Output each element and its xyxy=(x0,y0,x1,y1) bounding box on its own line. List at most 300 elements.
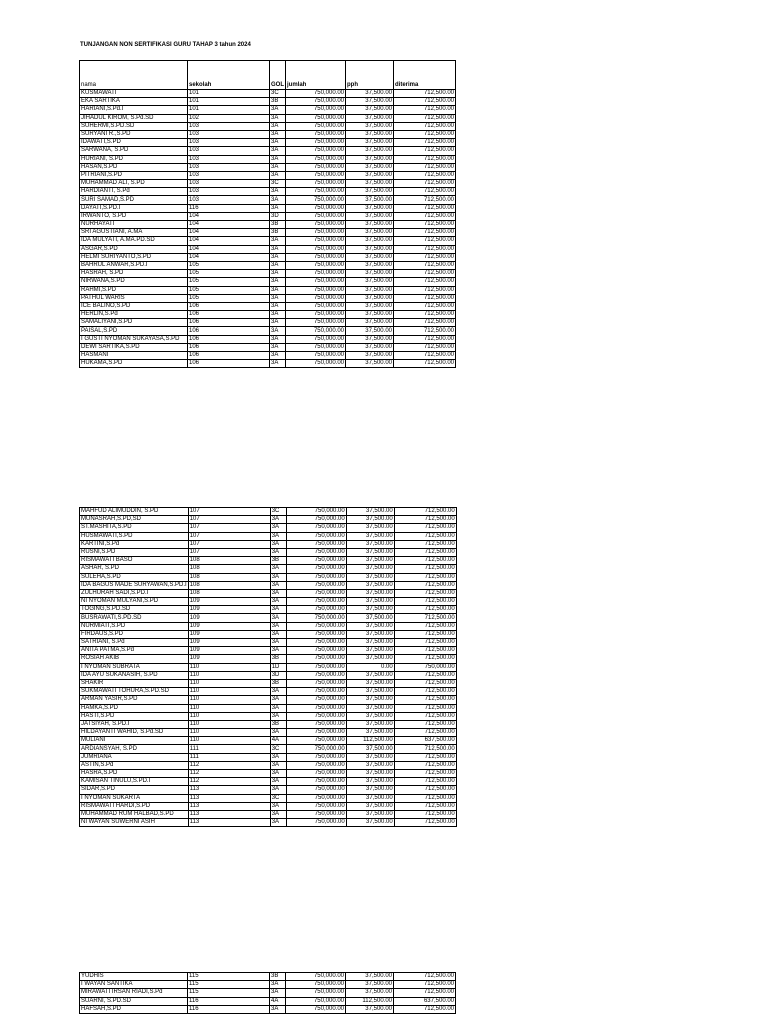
cell-nama: HUSMAWATI,S.PD xyxy=(80,532,189,540)
cell-gol: 3A xyxy=(270,286,286,294)
table-row xyxy=(80,253,456,261)
cell-jumlah: 750,000.00 xyxy=(286,532,346,540)
table-row xyxy=(80,802,457,810)
cell-diterima: 712,500.00 xyxy=(394,286,456,294)
cell-nama: ZULHURAH SADI,S.PD.I xyxy=(80,589,189,597)
cell-gol: 3A xyxy=(270,516,286,524)
cell-pph: 37,500.00 xyxy=(346,196,394,204)
cell-gol: 3A xyxy=(270,639,286,647)
cell-gol: 3B xyxy=(270,221,286,229)
cell-nama: BUSRAWATI,S.PD.SD xyxy=(80,614,189,622)
cell-sekolah: 106 xyxy=(188,352,270,360)
cell-diterima: 712,500.00 xyxy=(394,147,456,155)
cell-pph: 37,500.00 xyxy=(346,163,394,171)
cell-sekolah: 103 xyxy=(188,163,270,171)
table-row xyxy=(80,319,456,327)
table-row xyxy=(80,614,457,622)
header-gol: GOL xyxy=(270,61,286,90)
cell-pph: 37,500.00 xyxy=(346,810,394,818)
allowance-table-section-3 xyxy=(79,972,456,1014)
cell-nama: ROSIAH AKIB xyxy=(80,655,189,663)
cell-nama: KUSMAWATI xyxy=(80,90,188,98)
cell-sekolah: 104 xyxy=(188,212,270,220)
cell-gol: 3A xyxy=(270,540,286,548)
cell-nama: IDA BAGUS MADE SURYAWAN,S.PD.I xyxy=(81,581,187,588)
cell-sekolah: 115 xyxy=(188,981,270,989)
cell-nama: EKA SARTIKA xyxy=(80,98,188,106)
cell-gol: 3A xyxy=(270,245,286,253)
cell-sekolah: 111 xyxy=(188,753,270,761)
cell-jumlah: 750,000.00 xyxy=(286,171,346,179)
cell-pph: 37,500.00 xyxy=(346,989,394,997)
cell-gol: 3B xyxy=(270,229,286,237)
cell-nama: HELMI SURIYANTO,S.PD xyxy=(80,253,188,261)
cell-diterima: 712,500.00 xyxy=(394,221,456,229)
table-row xyxy=(80,810,457,818)
cell-jumlah: 750,000.00 xyxy=(286,647,346,655)
cell-diterima: 712,500.00 xyxy=(394,712,456,720)
cell-gol: 3A xyxy=(270,565,286,573)
cell-pph: 37,500.00 xyxy=(346,786,394,794)
cell-gol: 3A xyxy=(270,647,286,655)
table-row xyxy=(80,737,457,745)
cell-gol: 3A xyxy=(270,770,286,778)
cell-pph: 37,500.00 xyxy=(346,122,394,130)
cell-nama: RISMAWATI HARDI,S.PD xyxy=(80,802,189,810)
header-jumlah: jumlah xyxy=(286,61,346,90)
table-row xyxy=(80,1005,456,1013)
cell-diterima: 712,500.00 xyxy=(394,196,456,204)
cell-jumlah: 750,000.00 xyxy=(286,294,346,302)
cell-pph: 37,500.00 xyxy=(346,639,394,647)
cell-sekolah: 106 xyxy=(188,360,270,368)
cell-gol: 3A xyxy=(270,696,286,704)
cell-pph: 37,500.00 xyxy=(346,155,394,163)
cell-pph: 37,500.00 xyxy=(346,327,394,335)
table-row xyxy=(80,639,457,647)
cell-jumlah: 750,000.00 xyxy=(286,221,346,229)
cell-jumlah: 750,000.00 xyxy=(286,122,346,130)
cell-diterima: 712,500.00 xyxy=(394,163,456,171)
cell-nama: ASTIN,S.Pd xyxy=(80,761,189,769)
cell-diterima: 712,500.00 xyxy=(394,688,456,696)
cell-sekolah: 109 xyxy=(188,614,270,622)
table-row xyxy=(80,778,457,786)
cell-jumlah: 750,000.00 xyxy=(286,688,346,696)
cell-sekolah: 103 xyxy=(188,171,270,179)
cell-gol: 3A xyxy=(270,343,286,351)
cell-jumlah: 750,000.00 xyxy=(286,696,346,704)
cell-sekolah: 110 xyxy=(188,679,270,687)
cell-gol: 3A xyxy=(270,122,286,130)
cell-nama: SUARNI, S.PD.SD xyxy=(80,997,188,1005)
cell-diterima: 712,500.00 xyxy=(394,589,456,597)
cell-pph: 37,500.00 xyxy=(346,204,394,212)
cell-pph: 37,500.00 xyxy=(346,221,394,229)
cell-sekolah: 101 xyxy=(188,106,270,114)
cell-gol: 3A xyxy=(270,630,286,638)
cell-jumlah: 750,000.00 xyxy=(286,794,346,802)
cell-gol: 3C xyxy=(270,794,286,802)
cell-nama: IDA AYU SUKANASIH, S.PD xyxy=(80,671,189,679)
cell-nama: RISMAWATI BASO xyxy=(80,557,189,565)
header-nama: nama xyxy=(80,61,188,90)
cell-nama: SURI SAMAD,S.PD xyxy=(80,196,188,204)
cell-diterima: 712,500.00 xyxy=(394,245,456,253)
cell-nama: HASMANI xyxy=(80,352,188,360)
cell-gol: 3A xyxy=(270,319,286,327)
cell-nama: ICE BALINO,S.PD xyxy=(80,302,188,310)
cell-gol: 3A xyxy=(270,729,286,737)
cell-gol: 3A xyxy=(270,130,286,138)
cell-sekolah: 108 xyxy=(188,589,270,597)
cell-jumlah: 750,000.00 xyxy=(286,237,346,245)
cell-nama: I WAYAN SANTIKA xyxy=(80,981,188,989)
cell-gol: 3A xyxy=(270,311,286,319)
cell-pph: 37,500.00 xyxy=(346,606,394,614)
cell-gol: 3A xyxy=(270,802,286,810)
cell-pph: 37,500.00 xyxy=(346,581,394,589)
cell-sekolah: 105 xyxy=(188,278,270,286)
table-row xyxy=(80,581,457,589)
cell-sekolah: 106 xyxy=(188,311,270,319)
cell-pph: 37,500.00 xyxy=(346,655,394,663)
cell-jumlah: 750,000.00 xyxy=(286,778,346,786)
cell-gol: 3A xyxy=(270,819,286,827)
table-row xyxy=(80,106,456,114)
cell-sekolah: 110 xyxy=(188,737,270,745)
cell-diterima: 712,500.00 xyxy=(394,557,456,565)
cell-nama: SIDAR,S.PD xyxy=(80,786,189,794)
cell-diterima: 712,500.00 xyxy=(394,704,456,712)
cell-gol: 3A xyxy=(270,1005,286,1013)
cell-nama: ASHAR, S.PD xyxy=(80,565,189,573)
table-row xyxy=(80,508,457,516)
cell-pph: 37,500.00 xyxy=(346,335,394,343)
cell-sekolah: 110 xyxy=(188,729,270,737)
cell-pph: 37,500.00 xyxy=(346,171,394,179)
cell-jumlah: 750,000.00 xyxy=(286,973,346,981)
cell-pph: 37,500.00 xyxy=(346,188,394,196)
cell-gol: 3C xyxy=(270,745,286,753)
cell-sekolah: 106 xyxy=(188,343,270,351)
table-row xyxy=(80,729,457,737)
cell-jumlah: 750,000.00 xyxy=(286,278,346,286)
cell-diterima: 712,500.00 xyxy=(394,270,456,278)
table-row xyxy=(80,221,456,229)
table-row xyxy=(80,294,456,302)
cell-nama: PITRIANI,S.PD xyxy=(80,171,188,179)
cell-sekolah: 109 xyxy=(188,622,270,630)
cell-gol: 3A xyxy=(270,688,286,696)
cell-sekolah: 107 xyxy=(188,508,270,516)
cell-diterima: 712,500.00 xyxy=(394,294,456,302)
cell-sekolah: 110 xyxy=(188,663,270,671)
cell-diterima: 712,500.00 xyxy=(394,212,456,220)
cell-pph: 37,500.00 xyxy=(346,679,394,687)
cell-diterima: 712,500.00 xyxy=(394,770,456,778)
cell-pph: 37,500.00 xyxy=(346,573,394,581)
cell-nama: ST.MASHITA,S.PD xyxy=(80,524,189,532)
cell-diterima: 712,500.00 xyxy=(394,130,456,138)
cell-sekolah: 107 xyxy=(188,548,270,556)
cell-gol: 3A xyxy=(270,360,286,368)
cell-diterima: 712,500.00 xyxy=(394,343,456,351)
cell-jumlah: 750,000.00 xyxy=(286,229,346,237)
table-row xyxy=(80,671,457,679)
table-row xyxy=(80,286,456,294)
cell-pph: 37,500.00 xyxy=(346,360,394,368)
cell-jumlah: 750,000.00 xyxy=(286,139,346,147)
table-row xyxy=(80,819,457,827)
cell-sekolah: 108 xyxy=(188,557,270,565)
cell-gol: 3B xyxy=(270,679,286,687)
cell-diterima: 750,000.00 xyxy=(394,663,456,671)
cell-sekolah: 103 xyxy=(188,188,270,196)
cell-diterima: 712,500.00 xyxy=(394,180,456,188)
cell-gol: 3A xyxy=(270,352,286,360)
cell-pph: 37,500.00 xyxy=(346,729,394,737)
cell-jumlah: 750,000.00 xyxy=(286,508,346,516)
cell-nama: HILDAYANTI WAHID, S.Pd.SD xyxy=(80,729,189,737)
cell-diterima: 712,500.00 xyxy=(394,565,456,573)
table-row xyxy=(80,171,456,179)
cell-nama: MUHAMMAD RUM HALBAD,S.PD xyxy=(80,810,189,818)
cell-nama: MUNASRAH,S.PD,SD xyxy=(80,516,189,524)
cell-diterima: 712,500.00 xyxy=(394,122,456,130)
cell-diterima: 712,500.00 xyxy=(394,114,456,122)
cell-nama: PAISAL,S.PD xyxy=(80,327,188,335)
cell-jumlah: 750,000.00 xyxy=(286,802,346,810)
table-row xyxy=(80,598,457,606)
cell-jumlah: 750,000.00 xyxy=(286,598,346,606)
cell-sekolah: 112 xyxy=(188,778,270,786)
cell-nama: PATHUL WARIS xyxy=(80,294,188,302)
cell-sekolah: 104 xyxy=(188,245,270,253)
cell-sekolah: 105 xyxy=(188,261,270,269)
cell-nama: KARTINI,S.Pd xyxy=(80,540,189,548)
table-row xyxy=(80,278,456,286)
cell-jumlah: 750,000.00 xyxy=(286,573,346,581)
cell-diterima: 712,500.00 xyxy=(394,548,456,556)
cell-pph: 37,500.00 xyxy=(346,302,394,310)
cell-nama: IDA MULYATI, A.MA.PD.SD xyxy=(80,237,188,245)
table-row xyxy=(80,237,456,245)
table-row xyxy=(80,196,456,204)
cell-sekolah: 104 xyxy=(188,221,270,229)
table-row xyxy=(80,98,456,106)
cell-nama: SUHERMI,S.PD.SD xyxy=(80,122,188,130)
cell-sekolah: 110 xyxy=(188,712,270,720)
cell-diterima: 712,500.00 xyxy=(394,98,456,106)
cell-sekolah: 109 xyxy=(188,655,270,663)
cell-jumlah: 750,000.00 xyxy=(286,516,346,524)
cell-diterima: 712,500.00 xyxy=(394,598,456,606)
cell-jumlah: 750,000.00 xyxy=(286,989,346,997)
cell-nama: HASAN,S.PD xyxy=(80,163,188,171)
table-row xyxy=(80,524,457,532)
cell-nama: SARWANA, S.PD xyxy=(80,147,188,155)
cell-pph: 37,500.00 xyxy=(346,253,394,261)
cell-pph: 37,500.00 xyxy=(346,622,394,630)
cell-pph: 37,500.00 xyxy=(346,794,394,802)
table-row xyxy=(80,90,456,98)
cell-diterima: 712,500.00 xyxy=(394,302,456,310)
cell-nama: JUMRIANA xyxy=(80,753,189,761)
cell-gol: 3C xyxy=(270,90,286,98)
cell-nama: HURIANI, S.PD xyxy=(80,155,188,163)
cell-gol: 3A xyxy=(270,981,286,989)
cell-diterima: 712,500.00 xyxy=(394,540,456,548)
cell-pph: 37,500.00 xyxy=(346,598,394,606)
cell-diterima: 712,500.00 xyxy=(394,253,456,261)
table-row xyxy=(80,122,456,130)
cell-nama: DAYATI,S.PD.I xyxy=(80,204,188,212)
table-row xyxy=(80,712,457,720)
cell-sekolah: 103 xyxy=(188,147,270,155)
cell-pph: 37,500.00 xyxy=(346,671,394,679)
cell-jumlah: 750,000.00 xyxy=(286,360,346,368)
table-row xyxy=(80,540,457,548)
cell-gol: 3A xyxy=(270,606,286,614)
cell-pph: 37,500.00 xyxy=(346,630,394,638)
table-row xyxy=(80,565,457,573)
cell-pph: 37,500.00 xyxy=(346,819,394,827)
cell-sekolah: 103 xyxy=(188,130,270,138)
cell-gol: 3A xyxy=(270,139,286,147)
cell-diterima: 712,500.00 xyxy=(394,204,456,212)
cell-pph: 37,500.00 xyxy=(346,147,394,155)
cell-jumlah: 750,000.00 xyxy=(286,663,346,671)
cell-pph: 37,500.00 xyxy=(346,114,394,122)
cell-pph: 37,500.00 xyxy=(346,778,394,786)
table-row xyxy=(80,679,457,687)
cell-nama: HERLIN,S.Pd xyxy=(80,311,188,319)
cell-diterima: 712,500.00 xyxy=(394,819,456,827)
cell-diterima: 712,500.00 xyxy=(394,237,456,245)
cell-diterima: 712,500.00 xyxy=(394,981,456,989)
cell-diterima: 712,500.00 xyxy=(394,524,456,532)
cell-sekolah: 110 xyxy=(188,688,270,696)
cell-jumlah: 750,000.00 xyxy=(286,1005,346,1013)
cell-pph: 37,500.00 xyxy=(346,524,394,532)
cell-gol: 3A xyxy=(270,704,286,712)
cell-nama: MIRAWATI IRSAN RIADI,S.Pd xyxy=(80,989,188,997)
cell-gol: 3A xyxy=(270,532,286,540)
cell-gol: 3A xyxy=(270,270,286,278)
cell-jumlah: 750,000.00 xyxy=(286,163,346,171)
cell-sekolah: 107 xyxy=(188,524,270,532)
table-row xyxy=(80,688,457,696)
cell-jumlah: 750,000.00 xyxy=(286,671,346,679)
cell-sekolah: 109 xyxy=(188,598,270,606)
cell-pph: 37,500.00 xyxy=(346,237,394,245)
cell-pph: 37,500.00 xyxy=(346,139,394,147)
cell-gol: 3B xyxy=(270,98,286,106)
cell-nama: ANITA PATMA,S.Pd xyxy=(80,647,189,655)
cell-jumlah: 750,000.00 xyxy=(286,90,346,98)
cell-jumlah: 750,000.00 xyxy=(286,155,346,163)
cell-jumlah: 750,000.00 xyxy=(286,655,346,663)
cell-gol: 3A xyxy=(270,204,286,212)
cell-sekolah: 105 xyxy=(188,286,270,294)
cell-pph: 37,500.00 xyxy=(346,614,394,622)
cell-jumlah: 750,000.00 xyxy=(286,270,346,278)
cell-diterima: 712,500.00 xyxy=(394,729,456,737)
cell-nama: NI NYOMAN MULYANI,S.PD xyxy=(80,598,189,606)
cell-gol: 3A xyxy=(270,786,286,794)
cell-gol: 3B xyxy=(270,655,286,663)
cell-jumlah: 750,000.00 xyxy=(286,565,346,573)
cell-pph: 37,500.00 xyxy=(346,98,394,106)
cell-jumlah: 750,000.00 xyxy=(286,212,346,220)
cell-pph: 37,500.00 xyxy=(346,753,394,761)
cell-pph: 37,500.00 xyxy=(346,229,394,237)
cell-jumlah: 750,000.00 xyxy=(286,147,346,155)
cell-nama: JATSIYAH, S.PD.I xyxy=(80,720,189,728)
cell-gol: 3A xyxy=(270,302,286,310)
cell-sekolah: 107 xyxy=(188,516,270,524)
cell-sekolah: 108 xyxy=(188,581,270,589)
cell-diterima: 712,500.00 xyxy=(394,278,456,286)
cell-diterima: 712,500.00 xyxy=(394,630,456,638)
table-row xyxy=(80,973,456,981)
cell-jumlah: 750,000.00 xyxy=(286,245,346,253)
cell-nama: RAHMI,S.PD xyxy=(80,286,188,294)
cell-pph: 37,500.00 xyxy=(346,565,394,573)
cell-nama: NURHAYATI xyxy=(80,221,188,229)
cell-diterima: 712,500.00 xyxy=(394,188,456,196)
table-row xyxy=(80,261,456,269)
cell-diterima: 712,500.00 xyxy=(394,155,456,163)
cell-pph: 37,500.00 xyxy=(346,130,394,138)
cell-sekolah: 109 xyxy=(188,639,270,647)
header-pph: pph xyxy=(346,61,394,90)
cell-diterima: 712,500.00 xyxy=(394,261,456,269)
cell-pph: 37,500.00 xyxy=(346,704,394,712)
cell-jumlah: 750,000.00 xyxy=(286,352,346,360)
cell-gol: 3A xyxy=(270,810,286,818)
cell-diterima: 712,500.00 xyxy=(394,360,456,368)
cell-nama: NIRWANA,S.PD xyxy=(80,278,188,286)
cell-jumlah: 750,000.00 xyxy=(286,606,346,614)
header-sekolah: sekolah xyxy=(188,61,270,90)
table-row xyxy=(80,163,456,171)
cell-gol: 3A xyxy=(270,778,286,786)
cell-gol: 3A xyxy=(270,622,286,630)
cell-sekolah: 116 xyxy=(188,1005,270,1013)
allowance-table-section-2 xyxy=(79,507,457,827)
cell-nama: HASRAH, S.PD xyxy=(80,270,188,278)
cell-diterima: 712,500.00 xyxy=(394,794,456,802)
cell-jumlah: 750,000.00 xyxy=(286,810,346,818)
table-row xyxy=(80,557,457,565)
cell-sekolah: 112 xyxy=(188,761,270,769)
cell-jumlah: 750,000.00 xyxy=(286,261,346,269)
cell-sekolah: 104 xyxy=(188,229,270,237)
cell-sekolah: 106 xyxy=(188,327,270,335)
cell-nama: HAFSAH,S.PD xyxy=(80,1005,188,1013)
cell-pph: 37,500.00 xyxy=(346,973,394,981)
cell-nama: HARDIANTI, S.Pd xyxy=(80,188,188,196)
cell-pph: 37,500.00 xyxy=(346,278,394,286)
cell-diterima: 712,500.00 xyxy=(394,171,456,179)
table-row xyxy=(80,335,456,343)
cell-gol: 3A xyxy=(270,327,286,335)
cell-sekolah: 107 xyxy=(188,532,270,540)
table-row xyxy=(80,155,456,163)
cell-sekolah: 103 xyxy=(188,122,270,130)
